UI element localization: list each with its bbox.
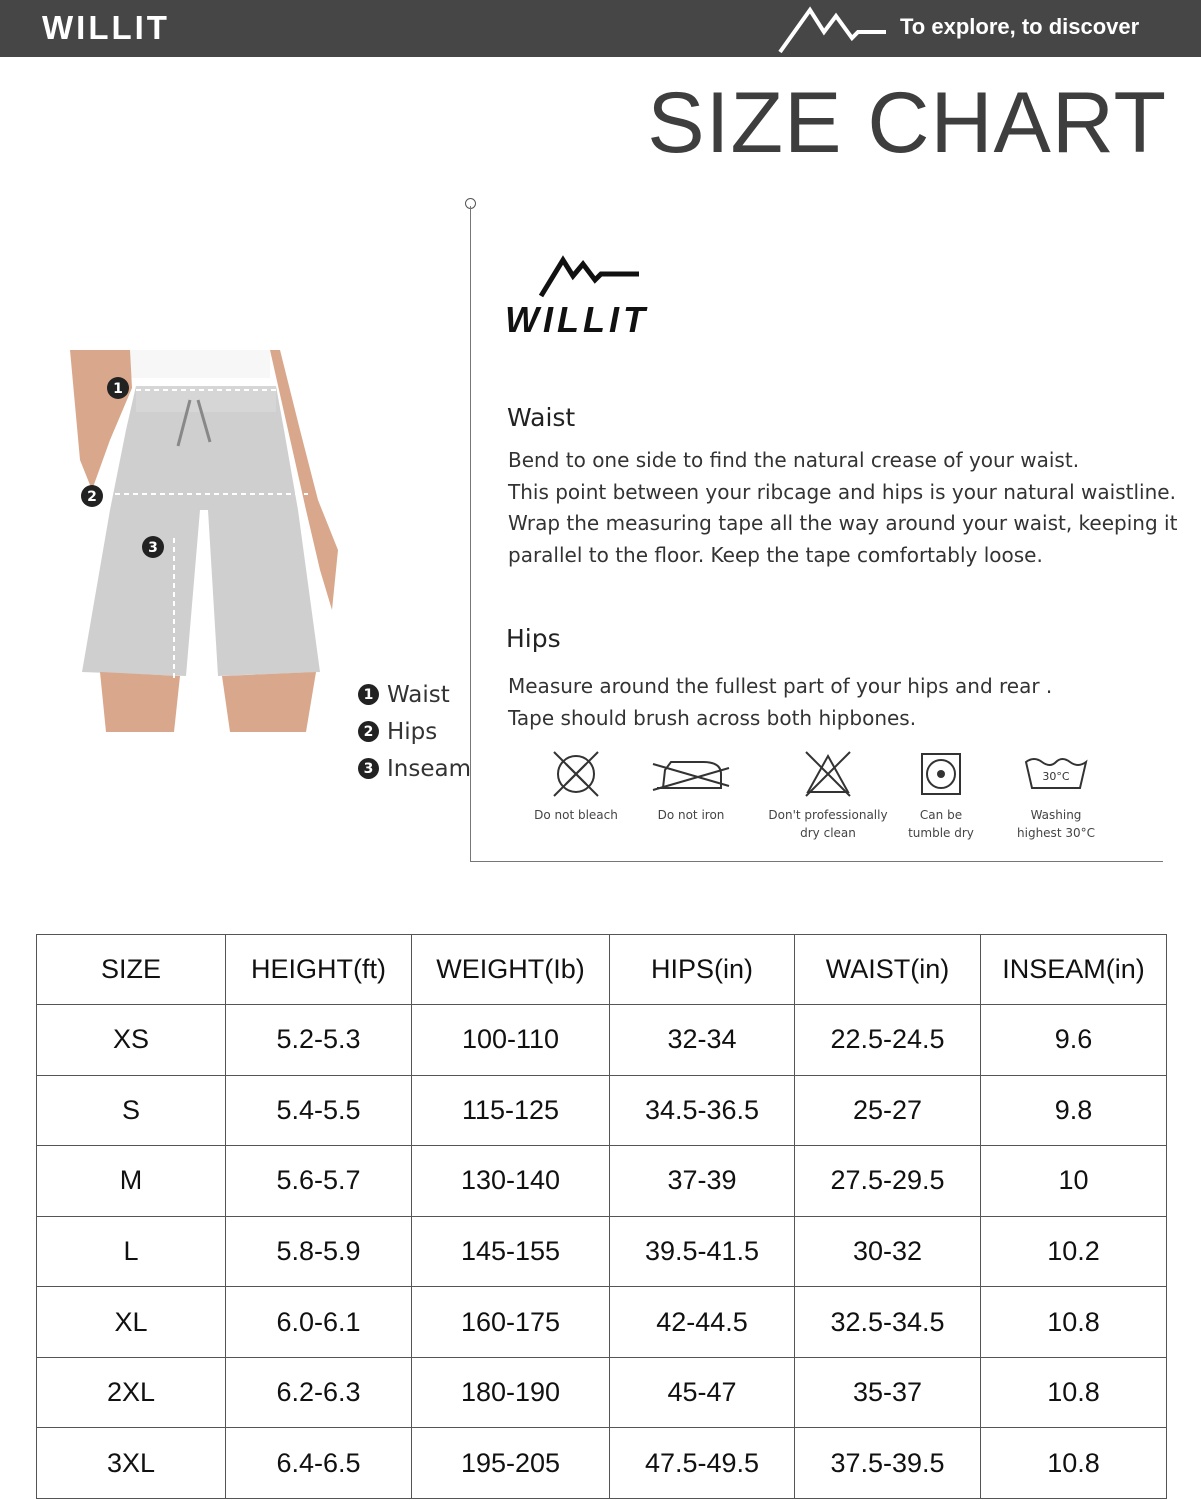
table-cell: 100-110 xyxy=(412,1005,610,1076)
table-cell: 5.6-5.7 xyxy=(226,1146,412,1217)
header-bar xyxy=(0,0,1201,57)
table-row xyxy=(37,1146,1167,1217)
wash-temp: 30°C xyxy=(1042,770,1070,783)
logo-text: WILLIT xyxy=(505,299,649,340)
legend-label: Waist xyxy=(387,681,450,708)
waist-line: Wrap the measuring tape all the way around your waist, keeping it xyxy=(508,511,1178,535)
care-item-tumble-dry xyxy=(876,748,1006,842)
table-cell: S xyxy=(37,1075,226,1146)
table-cell: 145-155 xyxy=(412,1216,610,1287)
no-dry-clean-icon xyxy=(800,748,856,800)
table-cell: 5.4-5.5 xyxy=(226,1075,412,1146)
table-cell: 27.5-29.5 xyxy=(795,1146,981,1217)
hips-description xyxy=(508,671,1052,734)
table-cell: 3XL xyxy=(37,1428,226,1499)
table-row xyxy=(37,1075,1167,1146)
table-cell: XL xyxy=(37,1287,226,1358)
table-cell: L xyxy=(37,1216,226,1287)
legend-number: 2 xyxy=(358,721,379,742)
table-row xyxy=(37,1216,1167,1287)
table-body xyxy=(37,1005,1167,1499)
table-header-row xyxy=(37,935,1167,1005)
table-cell: 130-140 xyxy=(412,1146,610,1217)
table-cell: M xyxy=(37,1146,226,1217)
brand-name: WILLIT xyxy=(42,9,170,46)
care-label: dry clean xyxy=(800,826,856,840)
waist-title: Waist xyxy=(507,403,576,432)
waist-line: This point between your ribcage and hips is your natural waistline. xyxy=(508,479,1176,504)
table-cell: 5.8-5.9 xyxy=(226,1216,412,1287)
tagline: To explore, to discover xyxy=(900,14,1140,39)
table-cell: 47.5-49.5 xyxy=(610,1428,795,1499)
table-cell: 25-27 xyxy=(795,1075,981,1146)
column-header: INSEAM(in) xyxy=(981,935,1167,1005)
measurement-legend xyxy=(358,676,471,787)
table-cell: 6.0-6.1 xyxy=(226,1287,412,1358)
care-label: Can be xyxy=(919,808,963,822)
table-cell: 195-205 xyxy=(412,1428,610,1499)
column-header: WAIST(in) xyxy=(795,935,981,1005)
care-item-no-bleach xyxy=(511,748,641,824)
column-header: HIPS(in) xyxy=(610,935,795,1005)
table-row xyxy=(37,1005,1167,1076)
page-title: SIZE CHART xyxy=(647,75,1167,171)
table-cell: 10 xyxy=(981,1146,1167,1217)
table-cell: 32.5-34.5 xyxy=(795,1287,981,1358)
table-cell: 115-125 xyxy=(412,1075,610,1146)
figure-marker: 2 xyxy=(87,489,97,505)
table-cell: 2XL xyxy=(37,1357,226,1428)
table-cell: 10.8 xyxy=(981,1287,1167,1358)
table-cell: 6.2-6.3 xyxy=(226,1357,412,1428)
column-header: WEIGHT(Ib) xyxy=(412,935,610,1005)
do-not-iron-icon xyxy=(651,748,731,800)
table-cell: 180-190 xyxy=(412,1357,610,1428)
legend-item-hips xyxy=(358,713,471,750)
shorts-figure xyxy=(70,350,345,732)
table-cell: 42-44.5 xyxy=(610,1287,795,1358)
table-cell: 5.2-5.3 xyxy=(226,1005,412,1076)
table-row xyxy=(37,1428,1167,1499)
care-item-no-iron xyxy=(626,748,756,824)
table-row xyxy=(37,1287,1167,1358)
table-cell: 37-39 xyxy=(610,1146,795,1217)
table-cell: 10.8 xyxy=(981,1428,1167,1499)
care-label: tumble dry xyxy=(908,826,974,840)
column-header: SIZE xyxy=(37,935,226,1005)
horizontal-divider xyxy=(470,861,1163,862)
hips-title: Hips xyxy=(506,624,561,653)
table-cell: 37.5-39.5 xyxy=(795,1428,981,1499)
table-cell: 35-37 xyxy=(795,1357,981,1428)
legend-number: 3 xyxy=(358,758,379,779)
wash-30-icon xyxy=(1022,748,1090,800)
table-cell: 34.5-36.5 xyxy=(610,1075,795,1146)
table-cell: 9.8 xyxy=(981,1075,1167,1146)
legend-label: Hips xyxy=(387,718,438,745)
table-cell: 32-34 xyxy=(610,1005,795,1076)
tumble-dry-icon xyxy=(913,748,969,800)
care-label: Do not iron xyxy=(657,808,725,822)
size-table xyxy=(36,934,1167,1499)
care-label: Do not bleach xyxy=(534,808,618,822)
table-cell: 30-32 xyxy=(795,1216,981,1287)
table-row xyxy=(37,1357,1167,1428)
care-label: Washing xyxy=(1030,808,1082,822)
legend-label: Inseam xyxy=(387,755,471,782)
waist-line: parallel to the floor. Keep the tape comfortably loose. xyxy=(508,542,1043,567)
hips-line: Measure around the fullest part of your hips and rear . xyxy=(508,674,1053,698)
hips-line: Tape should brush across both hipbones. xyxy=(508,705,917,730)
table-cell: 10.2 xyxy=(981,1216,1167,1287)
figure-marker: 1 xyxy=(113,381,123,397)
table-cell: 39.5-41.5 xyxy=(610,1216,795,1287)
legend-item-waist xyxy=(358,676,471,713)
waist-line: Bend to one side to find the natural crease of your waist. xyxy=(508,448,1080,472)
table-cell: 10.8 xyxy=(981,1357,1167,1428)
table-cell: XS xyxy=(37,1005,226,1076)
figure-marker: 3 xyxy=(148,540,158,556)
legend-item-inseam xyxy=(358,750,471,787)
mountain-icon xyxy=(776,2,896,56)
waist-description xyxy=(508,445,1177,571)
table-cell: 160-175 xyxy=(412,1287,610,1358)
table-cell: 9.6 xyxy=(981,1005,1167,1076)
column-header: HEIGHT(ft) xyxy=(226,935,412,1005)
care-item-no-dry-clean xyxy=(763,748,893,842)
care-label: highest 30°C xyxy=(1017,826,1095,840)
table-cell: 22.5-24.5 xyxy=(795,1005,981,1076)
do-not-bleach-icon xyxy=(548,748,604,800)
table-cell: 45-47 xyxy=(610,1357,795,1428)
table-cell: 6.4-6.5 xyxy=(226,1428,412,1499)
legend-number: 1 xyxy=(358,684,379,705)
care-item-wash-30 xyxy=(991,748,1121,842)
willit-logo xyxy=(505,248,675,340)
care-label: Don't professionally xyxy=(768,808,888,822)
